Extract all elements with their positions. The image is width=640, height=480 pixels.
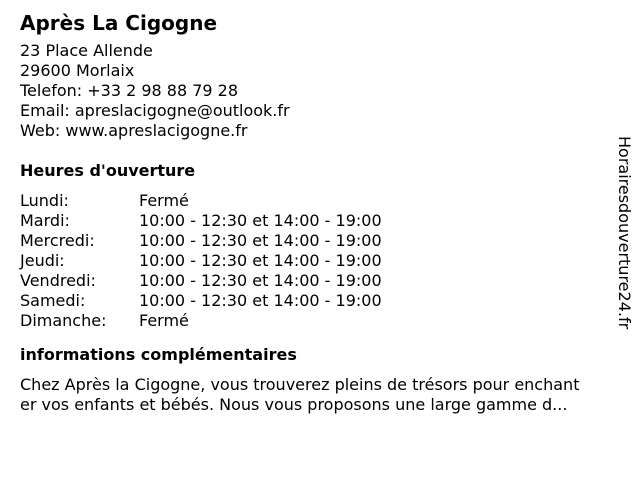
- web-line: Web: www.apreslacigogne.fr: [20, 121, 248, 140]
- day-hours: Fermé: [139, 191, 189, 210]
- day-label: Lundi:: [20, 191, 69, 210]
- hours-table: [20, 191, 610, 331]
- info-description: [20, 375, 610, 415]
- info-heading: informations complémentaires: [20, 345, 297, 364]
- day-hours: Fermé: [139, 311, 189, 330]
- day-label: Mardi:: [20, 211, 70, 230]
- hours-row-dimanche: [20, 311, 610, 331]
- hours-row-vendredi: [20, 271, 610, 291]
- day-hours: 10:00 - 12:30 et 14:00 - 19:00: [139, 231, 382, 250]
- hours-row-jeudi: [20, 251, 610, 271]
- day-hours: 10:00 - 12:30 et 14:00 - 19:00: [139, 251, 382, 270]
- day-label: Vendredi:: [20, 271, 96, 290]
- day-label: Jeudi:: [20, 251, 65, 270]
- info-line: er vos enfants et bébés. Nous vous proposons une large gamme d...: [20, 395, 568, 414]
- info-line: Chez Après la Cigogne, vous trouverez pleins de trésors pour enchant: [20, 375, 580, 394]
- day-label: Samedi:: [20, 291, 86, 310]
- hours-row-samedi: [20, 291, 610, 311]
- hours-row-lundi: [20, 191, 610, 211]
- day-label: Dimanche:: [20, 311, 107, 330]
- business-name: Après La Cigogne: [20, 11, 218, 35]
- business-card: [20, 10, 610, 415]
- day-label: Mercredi:: [20, 231, 95, 250]
- day-hours: 10:00 - 12:30 et 14:00 - 19:00: [139, 271, 382, 290]
- address-street: 23 Place Allende: [20, 41, 153, 60]
- address-city: 29600 Morlaix: [20, 61, 135, 80]
- phone-line: Telefon: +33 2 98 88 79 28: [20, 81, 239, 100]
- contact-block: [20, 41, 610, 141]
- hours-heading: Heures d'ouverture: [20, 161, 196, 180]
- hours-row-mercredi: [20, 231, 610, 251]
- email-line: Email: apreslacigogne@outlook.fr: [20, 101, 290, 120]
- hours-row-mardi: [20, 211, 610, 231]
- day-hours: 10:00 - 12:30 et 14:00 - 19:00: [139, 211, 382, 230]
- day-hours: 10:00 - 12:30 et 14:00 - 19:00: [139, 291, 382, 310]
- side-brand-watermark: Horairesdouverture24.fr: [615, 136, 634, 330]
